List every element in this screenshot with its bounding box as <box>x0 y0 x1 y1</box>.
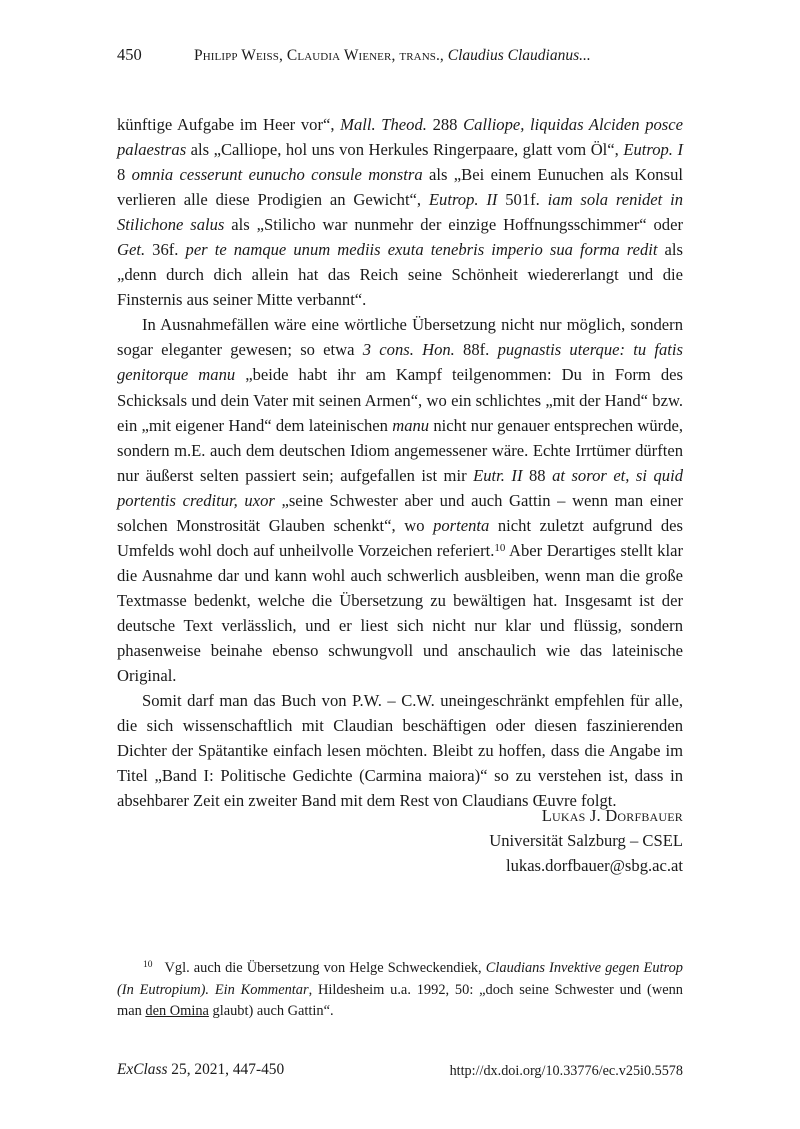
text-run: „beide habt ihr am Kampf teilgenommen: Du in Form des Schicksals und dein Vater mit seinen Armen“, wo ein schlichtes „mit der Hand“ bzw. ein „mit eigener Hand“ dem lateinischen <box>117 365 683 435</box>
book-title: Claudians Invektive gegen Eutrop (In Eutropium). Ein Kommentar <box>117 960 683 998</box>
underlined-phrase: den Omina <box>145 1003 209 1020</box>
paragraph-ausnahmefaellen <box>117 312 683 688</box>
running-head <box>117 44 683 66</box>
citation-ref: Get. <box>117 240 146 260</box>
running-head-authors: Philipp Weiss, Claudia Wiener, trans., <box>194 47 444 64</box>
latin-quote: omnia cesserunt eunucho consule monstra <box>131 165 423 185</box>
page-number: 450 <box>117 45 142 64</box>
text-run: 36f. <box>145 240 186 260</box>
doi-link[interactable]: http://dx.doi.org/10.33776/ec.v25i0.5578 <box>449 1063 683 1079</box>
text-run: In Ausnahmefällen wäre eine wörtliche Übersetzung nicht nur möglich, sondern sogar eleganter gewesen; so etwa <box>117 315 683 360</box>
text-run: nicht zuletzt aufgrund des Umfelds wohl doch auf unheilvolle Vorzeichen referiert. <box>117 515 683 560</box>
text-run: , Hildesheim u.a. 1992, 50: „doch seine Schwester und (wenn man <box>117 981 683 1020</box>
latin-quote: iam sola renidet in Stilichone salus <box>117 190 683 235</box>
footnote-area <box>117 958 683 1023</box>
citation-detail: 25, 2021, 447-450 <box>167 1061 285 1078</box>
paragraph-continuation <box>117 112 683 312</box>
text-run: künftige Aufgabe im Heer vor“, <box>117 115 341 134</box>
text-run: nicht nur genauer entsprechen würde, sondern m.E. auch dem deutschen Idiom angemessener wäre. Echte Irrtümer dürften nur äußerst selten passiert sein; aufgefallen ist mir <box>117 415 684 485</box>
journal-name: ExClass <box>117 1061 168 1078</box>
latin-quote: per te namque unum mediis exuta tenebris imperio sua forma redit <box>185 240 658 260</box>
citation-ref: Eutrop. I <box>623 140 683 160</box>
footnote-marker: 10 <box>143 960 153 971</box>
paragraph-somit <box>117 688 683 813</box>
text-run: als „denn durch dich allein hat das Reich seine Schönheit wiedererlangt und die Finsternis aus seiner Mitte verbannt“. <box>117 240 683 310</box>
reviewer-email[interactable]: lukas.dorfbauer@sbg.ac.at <box>505 856 683 876</box>
citation-ref: Mall. Theod. <box>340 115 427 134</box>
text-run: 8 <box>117 165 132 185</box>
body-text <box>117 112 683 813</box>
latin-term: manu <box>392 415 430 435</box>
text-run: Vgl. auch die Übersetzung von Helge Schweckendiek, <box>164 960 486 976</box>
page-footer <box>117 1059 683 1081</box>
citation-ref: Eutrop. II <box>428 190 498 210</box>
latin-quote: Calliope, liquidas Alciden posce palaestras <box>117 115 683 160</box>
text-run: 501f. <box>497 190 548 210</box>
latin-quote: at soror et, si quid portentis creditur, uxor <box>117 465 684 510</box>
text-run: Somit darf man das Buch von P.W. – C.W. uneingeschränkt empfehlen für alle, die sich wissenschaftlich mit Claudian beschäftigen oder diesen faszinierenden Dichter der Spätantike einfach lesen möchten. Bleibt zu hoffen, dass die Angabe im Titel „Band I: Politische Gedichte (Carmina maiora)“ so zu verstehen ist, dass in absehbarer Zeit ein zweiter Band mit dem Rest von Claudians Œuvre folgt. <box>117 691 683 811</box>
text-run: 288 <box>426 115 464 134</box>
text-run: glaubt) auch Gattin“. <box>208 1003 334 1020</box>
author-signature-block <box>117 803 683 879</box>
reviewer-affiliation: Universität Salzburg – CSEL <box>489 831 683 851</box>
text-run: als „Calliope, hol uns von Herkules Ringerpaare, glatt vom Öl“, <box>186 140 624 160</box>
journal-citation <box>117 1059 284 1081</box>
footnote-10 <box>117 958 683 1023</box>
latin-term: portenta <box>433 515 490 535</box>
citation-ref: Eutr. II <box>473 465 523 485</box>
text-run: als „Bei einem Eunuchen als Konsul verlieren alle diese Prodigien an Gewicht“, <box>117 165 683 210</box>
running-head-title: Claudius Claudianus... <box>447 47 591 64</box>
reviewer-name: Lukas J. Dorfbauer <box>541 806 683 825</box>
latin-quote: pugnastis uterque: tu fatis genitorque manu <box>117 340 683 385</box>
text-run: als „Stilicho war nunmehr der einzige Hoffnungsschimmer“ oder <box>224 215 683 235</box>
citation-ref: 3 cons. Hon. <box>362 340 455 360</box>
text-run: 88f. <box>454 340 498 360</box>
text-run: „seine Schwester aber und auch Gattin – wenn man einer solchen Monstrosität Glauben schenkt“, wo <box>117 490 684 535</box>
text-run: Aber Derartiges stellt klar die Ausnahme dar und kann wohl auch schwerlich ausbleiben, wenn man die große Textmasse bedenkt, welche die Übersetzung zu bewältigen hat. Insgesamt ist der deutsche Text verlässlich, und er liest sich nicht nur klar und flüssig, sondern phasenweise beinahe ebenso schwungvoll und anschaulich wie das lateinische Original. <box>117 540 683 686</box>
text-run: 88 <box>522 465 553 485</box>
footnote-reference-10[interactable]: 10 <box>494 541 506 554</box>
